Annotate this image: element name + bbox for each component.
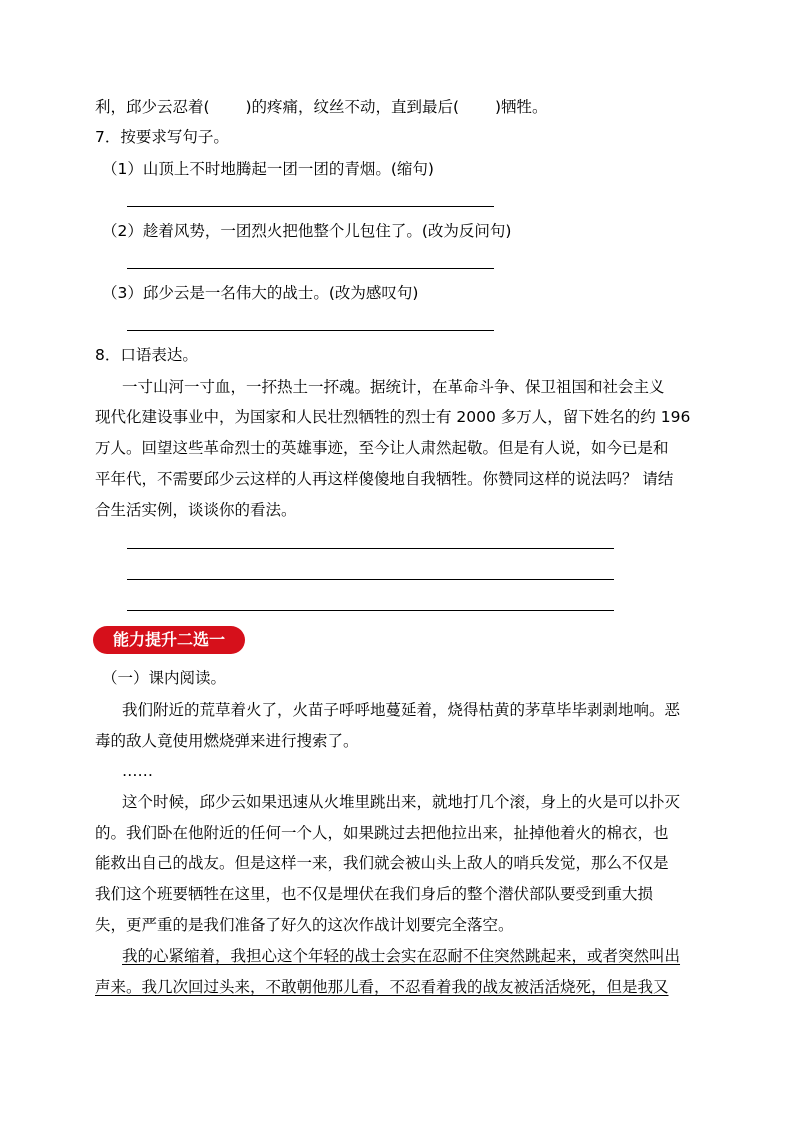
paragraph-line: 平年代，不需要邱少云这样的人再这样傻傻地自我牺牲。你赞同这样的说法吗？ 请结 (95, 470, 674, 488)
question-8-title: 8．口语表达。 (95, 346, 198, 364)
answer-line[interactable] (127, 548, 614, 549)
reading-line: 能救出自己的战友。但是这样一来，我们就会被山头上敌人的哨兵发觉，那么不仅是 (95, 854, 669, 872)
paragraph-line: 一寸山河一寸血，一抔热土一抔魂。据统计，在革命斗争、保卫祖国和社会主义 (122, 378, 665, 396)
answer-line[interactable] (127, 206, 494, 207)
underlined-reading-line: 我的心紧缩着，我担心这个年轻的战士会实在忍耐不住突然跳起来，或者突然叫出 (122, 947, 681, 965)
answer-line[interactable] (127, 610, 614, 611)
section-title: 能力提升二选一 (112, 630, 225, 649)
answer-line[interactable] (127, 579, 614, 580)
question-7-item-1: （1）山顶上不时地腾起一团一团的青烟。(缩句) (102, 160, 434, 178)
paragraph-line: 现代化建设事业中，为国家和人民壮烈牺牲的烈士有 2000 多万人，留下姓名的约 196 (95, 408, 691, 426)
reading-line: 这个时候，邱少云如果迅速从火堆里跳出来，就地打几个滚，身上的火是可以扑灭 (122, 793, 681, 811)
section-badge (93, 626, 245, 654)
reading-line: 毒的敌人竟使用燃烧弹来进行搜索了。 (95, 732, 359, 750)
fill-blank-line: 利，邱少云忍着( )的疼痛，纹丝不动，直到最后( )牺牲。 (95, 98, 548, 116)
reading-line: 我们这个班要牺牲在这里，也不仅是埋伏在我们身后的整个潜伏部队要受到重大损 (95, 885, 654, 903)
paragraph-line: 合生活实例，谈谈你的看法。 (95, 501, 297, 519)
reading-heading: （一）课内阅读。 (102, 669, 227, 687)
ellipsis: …… (122, 762, 153, 780)
reading-line: 我们附近的荒草着火了，火苗子呼呼地蔓延着，烧得枯黄的茅草毕毕剥剥地响。恶 (122, 701, 681, 719)
answer-line[interactable] (127, 268, 494, 269)
answer-line[interactable] (127, 330, 494, 331)
paragraph-line: 万人。回望这些革命烈士的英雄事迹，至今让人肃然起敬。但是有人说，如今已是和 (95, 439, 669, 457)
question-7-item-2: （2）趁着风势，一团烈火把他整个儿包住了。(改为反问句) (102, 222, 512, 240)
underlined-reading-line: 声来。我几次回过头来，不敢朝他那儿看，不忍看着我的战友被活活烧死，但是我又 (95, 978, 669, 996)
question-7-item-3: （3）邱少云是一名伟大的战士。(改为感叹句) (102, 284, 419, 302)
reading-line: 的。我们卧在他附近的任何一个人，如果跳过去把他拉出来，扯掉他着火的棉衣，也 (95, 824, 669, 842)
reading-line: 失，更严重的是我们准备了好久的这次作战计划要完全落空。 (95, 916, 514, 934)
question-7-title: 7．按要求写句子。 (95, 128, 229, 146)
